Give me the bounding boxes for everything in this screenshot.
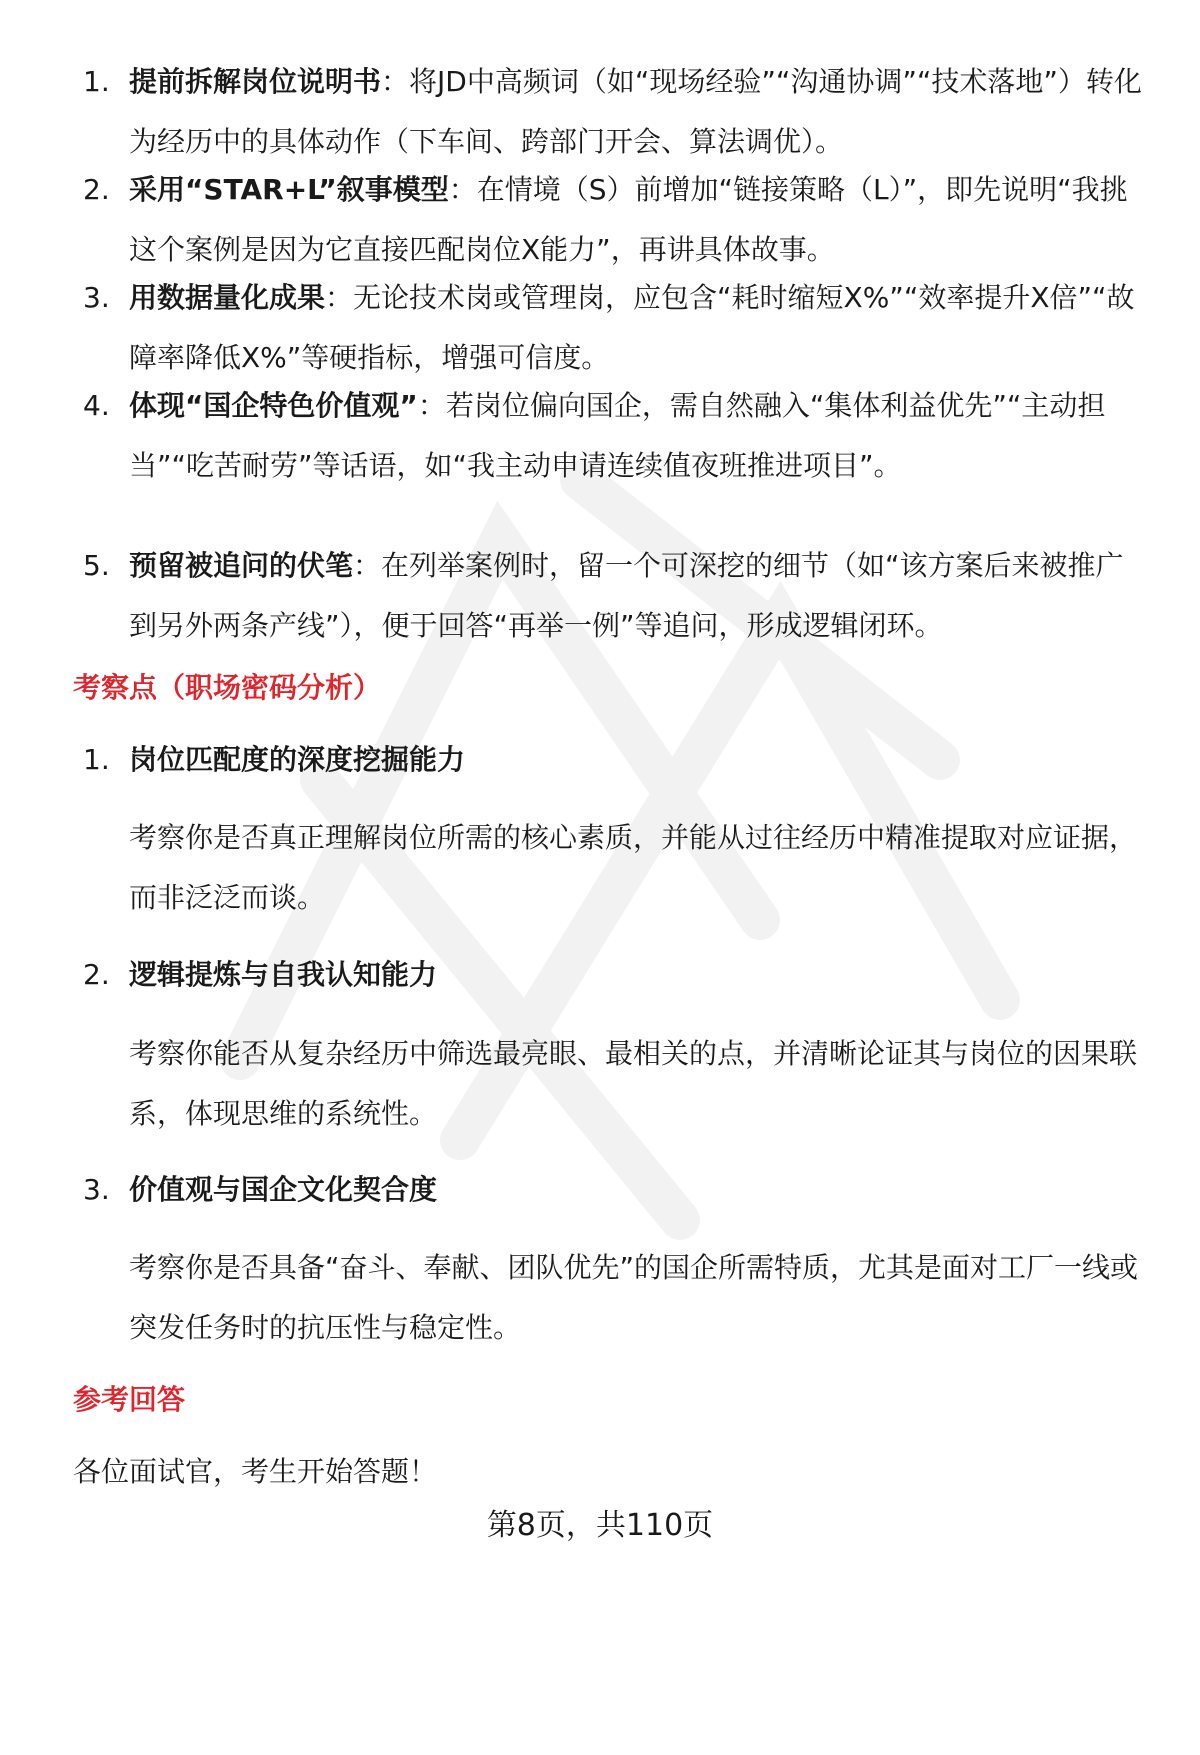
exam-point-description: 考察你是否具备“奋斗、奉献、团队优先”的国企所需特质，尤其是面对工厂一线或突发任务时的抗压性与稳定性。 [129,1251,1139,1344]
tip-number: 4. [83,389,110,422]
tip-item [83,268,1143,388]
tip-text: ：将JD中高频词（如“现场经验”“沟通协调”“技术落地”）转化为经历中的具体动作（下车间、跨部门开会、算法调优）。 [129,65,1142,158]
exam-point-heading: 逻辑提炼与自我认知能力 [129,958,438,991]
tip-text: ：若岗位偏向国企，需自然融入“集体利益优先”“主动担当”“吃苦耐劳”等话语，如“我主动申请连续值夜班推进项目”。 [129,389,1106,482]
exam-point-title [83,740,465,780]
exam-point-heading: 岗位匹配度的深度挖掘能力 [129,743,466,776]
tip-number: 1. [83,65,110,98]
exam-point-title [83,955,437,995]
tip-heading: 采用“STAR+L”叙事模型 [129,173,449,206]
tip-text: ：在列举案例时，留一个可深挖的细节（如“该方案后来被推广到另外两条产线”），便于回答“再举一例”等追问，形成逻辑闭环。 [129,549,1124,642]
exam-point-number: 3. [83,1173,110,1206]
tip-text: ：在情境（S）前增加“链接策略（L）”，即先说明“我挑这个案例是因为它直接匹配岗位X能力”，再讲具体故事。 [129,173,1128,266]
tip-item [83,376,1143,496]
exam-point-description: 考察你能否从复杂经历中筛选最亮眼、最相关的点，并清晰论证其与岗位的因果联系，体现思维的系统性。 [129,1037,1138,1130]
tip-heading: 预留被追问的伏笔 [129,549,354,582]
section-heading-reference-answer: 参考回答 [73,1383,186,1416]
page-footer: 第8页，共110页 [486,1508,714,1543]
tip-number: 3. [83,281,110,314]
tip-number: 2. [83,173,110,206]
tip-number: 5. [83,549,110,582]
tip-heading: 体现“国企特色价值观” [129,389,418,422]
tip-text: ：无论技术岗或管理岗，应包含“耗时缩短X%”“效率提升X倍”“故障率降低X%”等硬指标，增强可信度。 [129,281,1135,374]
tip-item [83,52,1143,172]
exam-point-heading: 价值观与国企文化契合度 [129,1173,438,1206]
tip-heading: 用数据量化成果 [129,281,326,314]
tip-item [83,160,1143,280]
tip-heading: 提前拆解岗位说明书 [129,65,382,98]
answer-opening: 各位面试官，考生开始答题！ [73,1455,438,1488]
exam-point-title [83,1170,437,1210]
exam-point-number: 1. [83,743,110,776]
section-heading-exam-points: 考察点（职场密码分析） [73,671,382,704]
tip-item [83,536,1143,656]
exam-point-number: 2. [83,958,110,991]
exam-point-description: 考察你是否真正理解岗位所需的核心素质，并能从过往经历中精准提取对应证据，而非泛泛而谈。 [129,821,1138,914]
